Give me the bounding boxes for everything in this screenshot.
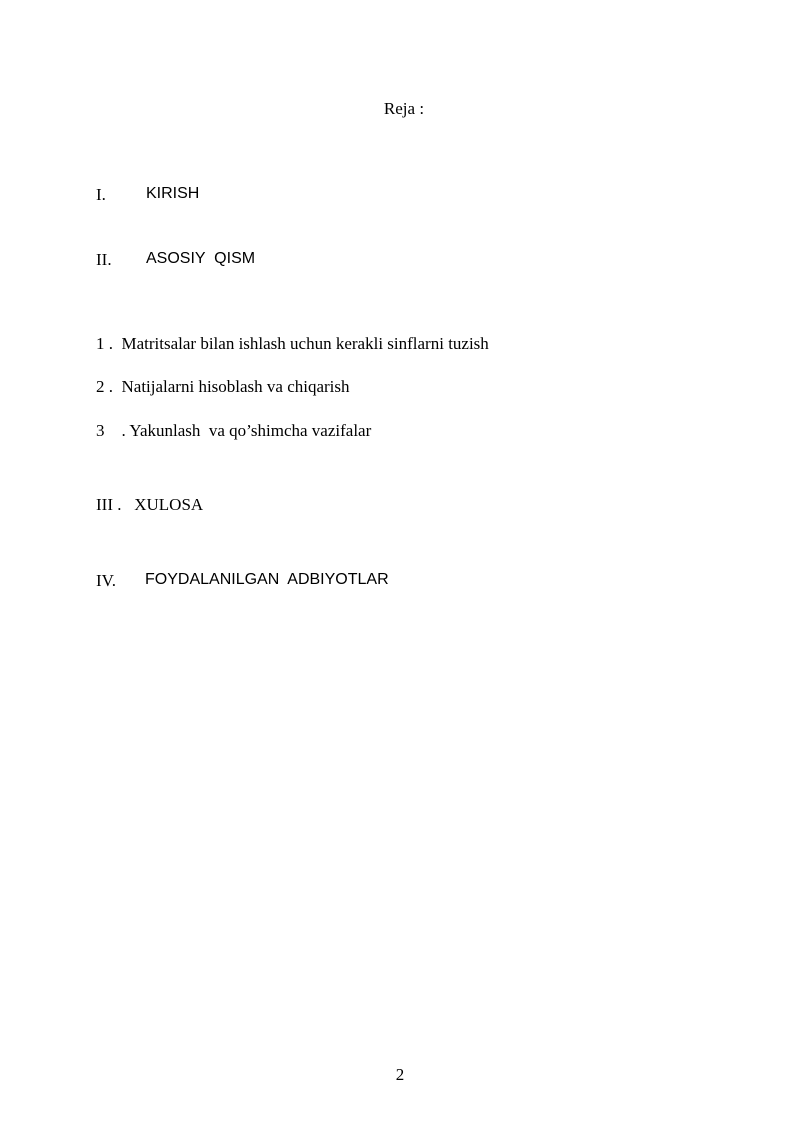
- page-number: 2: [395, 1065, 405, 1084]
- subsection-item: 2 . Natijalarni hisoblash va chiqarish: [96, 377, 350, 396]
- section-label-intro: KIRISH: [146, 185, 200, 202]
- section-label-main: ASOSIY QISM: [146, 250, 256, 267]
- section-number-main: II.: [96, 250, 112, 269]
- section-number-intro: I.: [96, 185, 106, 204]
- subsection-item: 3 . Yakunlash va qo’shimcha vazifalar: [96, 421, 372, 440]
- section-number-references: IV.: [96, 571, 116, 590]
- plan-title: Reja :: [383, 99, 425, 118]
- section-conclusion: III . XULOSA: [96, 495, 204, 514]
- section-label-references: FOYDALANILGAN ADBIYOTLAR: [145, 571, 389, 588]
- subsection-item: 1 . Matritsalar bilan ishlash uchun kerakli sinflarni tuzish: [96, 334, 489, 353]
